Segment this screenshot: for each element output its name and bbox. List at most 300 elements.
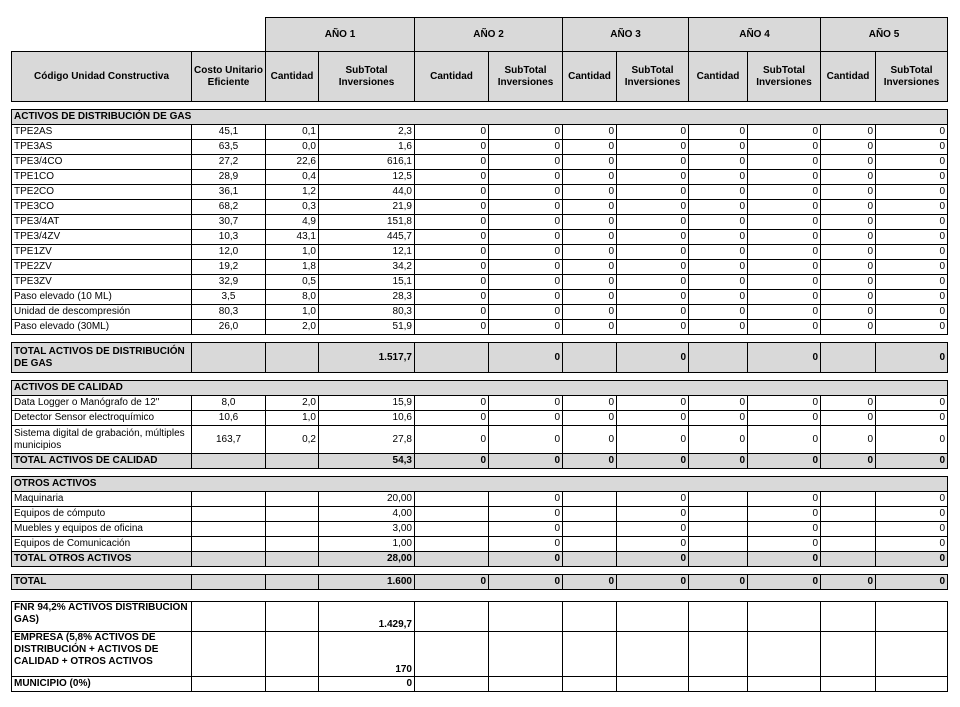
year-total-cell: 0 (748, 454, 821, 469)
otros-total-row (12, 552, 948, 567)
qty-cell: 2,0 (266, 396, 319, 411)
cost-cell: 10,6 (192, 411, 266, 426)
year-value-cell: 0 (689, 305, 748, 320)
year-value-cell: 0 (876, 185, 948, 200)
empty-cell (192, 575, 266, 590)
year-total-cell (689, 552, 748, 567)
total-label: TOTAL OTROS ACTIVOS (12, 552, 192, 567)
qty-cell: 0,2 (266, 426, 319, 454)
year-total-cell (689, 343, 748, 373)
code-cell: TPE1ZV (12, 245, 192, 260)
code-cell: Maquinaria (12, 492, 192, 507)
year-value-cell: 0 (876, 411, 948, 426)
year-value-cell: 0 (489, 290, 563, 305)
subtotal-cell: 12,1 (319, 245, 415, 260)
year-total-cell: 0 (689, 454, 748, 469)
year-value-cell: 0 (617, 275, 689, 290)
qty-cell: 1,0 (266, 411, 319, 426)
cost-cell: 8,0 (192, 396, 266, 411)
subtotal-header: SubTotal Inversiones (319, 52, 415, 102)
year-value-cell: 0 (617, 492, 689, 507)
qty-cell: 0,5 (266, 275, 319, 290)
code-cell: TPE3AS (12, 140, 192, 155)
table-row (12, 411, 948, 426)
table-row (12, 290, 948, 305)
year-value-cell (415, 492, 489, 507)
year-value-cell: 0 (876, 230, 948, 245)
year-total-cell (415, 552, 489, 567)
year-value-cell: 0 (876, 245, 948, 260)
year-total-cell: 0 (617, 454, 689, 469)
code-cell: TPE3ZV (12, 275, 192, 290)
year-value-cell: 0 (821, 185, 876, 200)
year-value-cell: 0 (489, 155, 563, 170)
cost-cell: 63,5 (192, 140, 266, 155)
year-total-cell (415, 343, 489, 373)
empty-cell (192, 537, 266, 552)
year-value-cell: 0 (748, 155, 821, 170)
year-value-cell: 0 (876, 537, 948, 552)
year-value-cell: 0 (489, 200, 563, 215)
year-2-header: AÑO 2 (415, 18, 563, 52)
year-value-cell: 0 (748, 170, 821, 185)
total-subtotal: 1.517,7 (319, 343, 415, 373)
year-total-cell: 0 (748, 552, 821, 567)
subtotal-cell: 21,9 (319, 200, 415, 215)
code-cell: TPE3/4CO (12, 155, 192, 170)
year-total-cell: 0 (563, 454, 617, 469)
cost-cell: 45,1 (192, 125, 266, 140)
code-cell: Detector Sensor electroquímico (12, 411, 192, 426)
code-cell: Sistema digital de grabación, múltiples municipios (12, 426, 192, 454)
code-cell: Equipos de cómputo (12, 507, 192, 522)
year-value-cell (821, 522, 876, 537)
qty-cell: 8,0 (266, 290, 319, 305)
subtotal-cell: 3,00 (319, 522, 415, 537)
qty-cell: 4,9 (266, 215, 319, 230)
year-value-cell: 0 (821, 155, 876, 170)
year-value-cell: 0 (489, 230, 563, 245)
year-value-cell (821, 492, 876, 507)
subtotal-cell: 20,00 (319, 492, 415, 507)
subtotal-cell: 616,1 (319, 155, 415, 170)
table-row (12, 230, 948, 245)
year-value-cell: 0 (617, 185, 689, 200)
year-value-cell: 0 (617, 155, 689, 170)
year-value-cell (563, 492, 617, 507)
table-row (12, 305, 948, 320)
year-value-cell: 0 (415, 245, 489, 260)
year-value-cell: 0 (876, 290, 948, 305)
empty-cell (192, 492, 266, 507)
grand-total-value: 1.600 (319, 575, 415, 590)
empty-cell (266, 343, 319, 373)
cost-cell: 32,9 (192, 275, 266, 290)
spacer (12, 567, 948, 575)
year-value-cell: 0 (563, 200, 617, 215)
year-total-cell: 0 (617, 343, 689, 373)
year-value-cell: 0 (489, 320, 563, 335)
qty-cell: 22,6 (266, 155, 319, 170)
year-value-cell: 0 (876, 492, 948, 507)
qty-cell: 1,2 (266, 185, 319, 200)
subtotal-cell: 27,8 (319, 426, 415, 454)
empresa-value: 170 (319, 632, 415, 677)
total-label: TOTAL ACTIVOS DE DISTRIBUCIÓN DE GAS (12, 343, 192, 373)
table-row (12, 396, 948, 411)
year-value-cell: 0 (748, 320, 821, 335)
table-row (12, 155, 948, 170)
year-value-cell: 0 (489, 260, 563, 275)
year-value-cell: 0 (415, 290, 489, 305)
year-value-cell: 0 (689, 185, 748, 200)
year-total-cell: 0 (415, 575, 489, 590)
year-value-cell: 0 (748, 396, 821, 411)
year-value-cell: 0 (489, 215, 563, 230)
year-value-cell: 0 (876, 305, 948, 320)
year-value-cell: 0 (617, 260, 689, 275)
year-total-cell: 0 (489, 575, 563, 590)
year-value-cell: 0 (563, 230, 617, 245)
spacer (12, 335, 948, 343)
year-value-cell: 0 (415, 155, 489, 170)
year-total-cell: 0 (617, 552, 689, 567)
year-value-cell: 0 (689, 125, 748, 140)
subtotal-header: SubTotal Inversiones (748, 52, 821, 102)
year-value-cell: 0 (489, 185, 563, 200)
year-total-cell (821, 552, 876, 567)
empty-cell (192, 522, 266, 537)
year-value-cell: 0 (748, 215, 821, 230)
cost-cell: 12,0 (192, 245, 266, 260)
year-value-cell: 0 (563, 185, 617, 200)
year-value-cell: 0 (876, 275, 948, 290)
total-label: TOTAL ACTIVOS DE CALIDAD (12, 454, 192, 469)
year-value-cell: 0 (617, 320, 689, 335)
year-value-cell: 0 (617, 125, 689, 140)
year-value-cell: 0 (689, 230, 748, 245)
year-value-cell: 0 (689, 290, 748, 305)
cost-cell: 68,2 (192, 200, 266, 215)
qty-cell: 2,0 (266, 320, 319, 335)
table-row (12, 215, 948, 230)
year-value-cell: 0 (821, 170, 876, 185)
subtotal-cell: 15,1 (319, 275, 415, 290)
cost-cell: 163,7 (192, 426, 266, 454)
year-3-header: AÑO 3 (563, 18, 689, 52)
table-row (12, 170, 948, 185)
year-value-cell: 0 (563, 215, 617, 230)
cantidad-header: Cantidad (266, 52, 319, 102)
cost-cell: 36,1 (192, 185, 266, 200)
table-row (12, 537, 948, 552)
year-1-header: AÑO 1 (266, 18, 415, 52)
grand-total-label: TOTAL (12, 575, 192, 590)
year-value-cell (689, 507, 748, 522)
year-value-cell: 0 (748, 140, 821, 155)
year-value-cell: 0 (689, 396, 748, 411)
year-value-cell: 0 (689, 411, 748, 426)
empty-cell (266, 522, 319, 537)
year-value-cell: 0 (563, 260, 617, 275)
year-value-cell (821, 507, 876, 522)
cost-cell: 80,3 (192, 305, 266, 320)
empty-cell (266, 552, 319, 567)
cost-cell: 27,2 (192, 155, 266, 170)
investment-table (11, 17, 948, 590)
year-value-cell: 0 (821, 245, 876, 260)
year-value-cell: 0 (617, 507, 689, 522)
year-value-cell: 0 (689, 275, 748, 290)
empty-cell (192, 507, 266, 522)
table-row (12, 275, 948, 290)
code-cell: Muebles y equipos de oficina (12, 522, 192, 537)
subtotal-header: SubTotal Inversiones (876, 52, 948, 102)
year-value-cell: 0 (748, 200, 821, 215)
year-total-cell: 0 (876, 552, 948, 567)
cost-cell: 3,5 (192, 290, 266, 305)
year-value-cell: 0 (415, 215, 489, 230)
year-value-cell: 0 (489, 492, 563, 507)
empty-cell (266, 575, 319, 590)
year-value-cell: 0 (563, 155, 617, 170)
year-value-cell: 0 (489, 507, 563, 522)
year-value-cell: 0 (821, 411, 876, 426)
subtotal-cell: 1,00 (319, 537, 415, 552)
subtotal-cell: 445,7 (319, 230, 415, 245)
year-value-cell (563, 507, 617, 522)
year-total-cell: 0 (821, 454, 876, 469)
cost-cell: 28,9 (192, 170, 266, 185)
subtotal-cell: 28,3 (319, 290, 415, 305)
spacer-row (12, 567, 948, 575)
subtotal-header: SubTotal Inversiones (617, 52, 689, 102)
code-cell: TPE2AS (12, 125, 192, 140)
year-value-cell: 0 (415, 275, 489, 290)
year-total-cell: 0 (821, 575, 876, 590)
year-value-cell: 0 (821, 140, 876, 155)
year-value-cell: 0 (748, 492, 821, 507)
year-value-cell: 0 (748, 125, 821, 140)
year-value-cell: 0 (617, 170, 689, 185)
year-value-cell: 0 (876, 170, 948, 185)
year-value-cell: 0 (689, 215, 748, 230)
municipio-value: 0 (319, 677, 415, 692)
grand-total-row (12, 575, 948, 590)
table-row (12, 125, 948, 140)
codigo-header: Código Unidad Constructiva (12, 52, 192, 102)
spacer-row (12, 469, 948, 477)
year-value-cell: 0 (748, 305, 821, 320)
year-value-cell: 0 (617, 411, 689, 426)
cantidad-header: Cantidad (689, 52, 748, 102)
empty-cell (266, 492, 319, 507)
code-cell: Unidad de descompresión (12, 305, 192, 320)
year-total-cell: 0 (489, 454, 563, 469)
year-value-cell: 0 (748, 245, 821, 260)
year-value-cell: 0 (876, 125, 948, 140)
spacer-row (12, 102, 948, 110)
year-value-cell: 0 (617, 537, 689, 552)
year-value-cell: 0 (415, 396, 489, 411)
spacer-row (12, 335, 948, 343)
otros-section-title (12, 477, 948, 492)
year-total-cell: 0 (489, 343, 563, 373)
table-row (12, 185, 948, 200)
spacer (12, 102, 948, 110)
table-row (12, 140, 948, 155)
year-value-cell: 0 (563, 245, 617, 260)
subtotal-cell: 1,6 (319, 140, 415, 155)
year-value-cell: 0 (489, 170, 563, 185)
cantidad-header: Cantidad (563, 52, 617, 102)
year-value-cell: 0 (689, 140, 748, 155)
year-value-cell: 0 (617, 140, 689, 155)
year-5-header: AÑO 5 (821, 18, 948, 52)
code-cell: TPE3CO (12, 200, 192, 215)
year-value-cell: 0 (415, 185, 489, 200)
year-value-cell: 0 (617, 230, 689, 245)
empty-cell (192, 552, 266, 567)
subtotal-header: SubTotal Inversiones (489, 52, 563, 102)
cantidad-header: Cantidad (821, 52, 876, 102)
year-value-cell: 0 (617, 215, 689, 230)
fnr-value: 1.429,7 (319, 602, 415, 632)
table-row (12, 522, 948, 537)
code-cell: TPE2ZV (12, 260, 192, 275)
subtotal-cell: 34,2 (319, 260, 415, 275)
table-row (12, 492, 948, 507)
year-value-cell: 0 (821, 426, 876, 454)
empresa-label: EMPRESA (5,8% ACTIVOS DE DISTRIBUCIÓN + ACTIVOS DE CALIDAD + OTROS ACTIVOS (12, 632, 192, 677)
year-value-cell: 0 (617, 396, 689, 411)
year-value-cell: 0 (489, 411, 563, 426)
year-value-cell: 0 (689, 200, 748, 215)
gas-section-title (12, 110, 948, 125)
year-total-cell (821, 343, 876, 373)
municipio-label: MUNICIPIO (0%) (12, 677, 192, 692)
code-cell: Data Logger o Manógrafo de 12" (12, 396, 192, 411)
calidad-total-row (12, 454, 948, 469)
year-value-cell: 0 (876, 260, 948, 275)
year-value-cell: 0 (415, 200, 489, 215)
spacer (12, 373, 948, 381)
year-value-cell: 0 (563, 125, 617, 140)
year-value-cell: 0 (489, 537, 563, 552)
year-value-cell (563, 537, 617, 552)
year-value-cell: 0 (489, 245, 563, 260)
spacer-row (12, 373, 948, 381)
code-cell: TPE3/4AT (12, 215, 192, 230)
subtotal-cell: 15,9 (319, 396, 415, 411)
year-value-cell: 0 (689, 155, 748, 170)
table-row (12, 245, 948, 260)
empty-cell (266, 507, 319, 522)
year-value-cell: 0 (748, 230, 821, 245)
section-title: OTROS ACTIVOS (12, 477, 948, 492)
year-value-cell (563, 522, 617, 537)
year-value-cell: 0 (563, 411, 617, 426)
cost-cell: 30,7 (192, 215, 266, 230)
year-value-cell: 0 (563, 320, 617, 335)
year-value-cell: 0 (415, 320, 489, 335)
year-value-cell: 0 (489, 140, 563, 155)
qty-cell: 1,0 (266, 245, 319, 260)
year-value-cell: 0 (689, 170, 748, 185)
year-total-cell: 0 (563, 575, 617, 590)
year-total-cell (563, 552, 617, 567)
code-cell: TPE2CO (12, 185, 192, 200)
year-value-cell (415, 522, 489, 537)
year-value-cell: 0 (876, 215, 948, 230)
year-value-cell: 0 (563, 275, 617, 290)
year-total-cell: 0 (876, 343, 948, 373)
subtotal-cell: 10,6 (319, 411, 415, 426)
footer-table (11, 601, 948, 692)
year-value-cell: 0 (489, 305, 563, 320)
year-value-cell: 0 (563, 305, 617, 320)
year-value-cell: 0 (821, 305, 876, 320)
year-value-cell (689, 492, 748, 507)
year-value-cell: 0 (748, 275, 821, 290)
year-value-cell: 0 (748, 411, 821, 426)
code-cell: Paso elevado (10 ML) (12, 290, 192, 305)
year-value-cell: 0 (617, 522, 689, 537)
year-value-cell: 0 (748, 260, 821, 275)
empty-cell (192, 343, 266, 373)
year-value-cell: 0 (689, 426, 748, 454)
subtotal-cell: 80,3 (319, 305, 415, 320)
year-value-cell: 0 (415, 140, 489, 155)
year-total-cell: 0 (876, 454, 948, 469)
year-value-cell: 0 (489, 396, 563, 411)
table-row (12, 200, 948, 215)
year-value-cell: 0 (689, 260, 748, 275)
cantidad-header: Cantidad (415, 52, 489, 102)
year-total-cell: 0 (876, 575, 948, 590)
year-value-cell (689, 537, 748, 552)
subtotal-cell: 4,00 (319, 507, 415, 522)
qty-cell: 43,1 (266, 230, 319, 245)
section-title: ACTIVOS DE DISTRIBUCIÓN DE GAS (12, 110, 948, 125)
year-value-cell: 0 (689, 320, 748, 335)
calidad-section-title (12, 381, 948, 396)
year-value-cell: 0 (748, 522, 821, 537)
year-value-cell: 0 (876, 140, 948, 155)
year-value-cell: 0 (415, 411, 489, 426)
year-value-cell: 0 (415, 170, 489, 185)
subtotal-cell: 12,5 (319, 170, 415, 185)
year-value-cell: 0 (563, 140, 617, 155)
year-value-cell: 0 (563, 426, 617, 454)
year-total-cell (563, 343, 617, 373)
cost-cell: 19,2 (192, 260, 266, 275)
year-total-cell: 0 (415, 454, 489, 469)
empty-cell (266, 537, 319, 552)
year-4-header: AÑO 4 (689, 18, 821, 52)
table-row (12, 426, 948, 454)
year-value-cell: 0 (563, 170, 617, 185)
year-value-cell: 0 (563, 290, 617, 305)
qty-cell: 0,1 (266, 125, 319, 140)
year-total-cell: 0 (489, 552, 563, 567)
year-value-cell: 0 (489, 522, 563, 537)
header-blank (12, 18, 266, 52)
year-value-cell: 0 (489, 426, 563, 454)
year-value-cell: 0 (821, 125, 876, 140)
section-title: ACTIVOS DE CALIDAD (12, 381, 948, 396)
year-value-cell: 0 (617, 426, 689, 454)
